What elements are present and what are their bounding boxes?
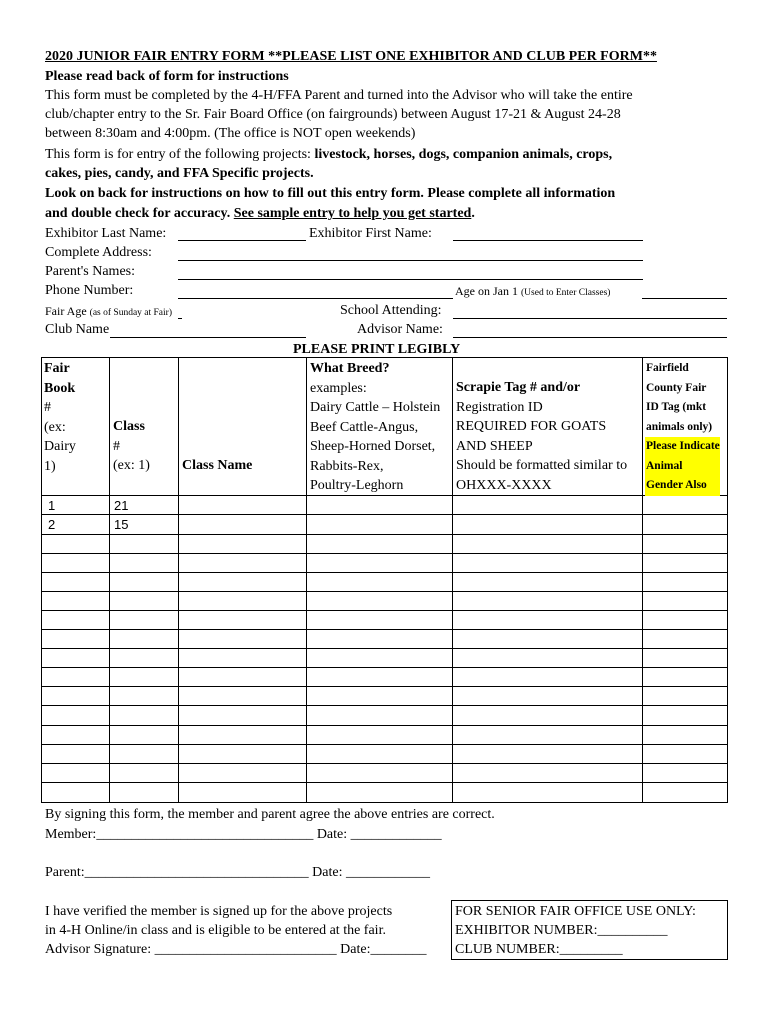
col-scrapie-line: OHXXX-XXXX: [456, 477, 552, 493]
col-breed-header: [310, 359, 440, 496]
gender-highlight: [645, 437, 720, 496]
projects-line-1: [45, 145, 612, 164]
row-divider: [42, 553, 728, 554]
col-scrapie-header: [456, 378, 627, 495]
verify-line-1: I have verified the member is signed up for the above projects: [45, 904, 393, 919]
projects-list-1: livestock, horses, dogs, companion animals, crops,: [314, 147, 613, 162]
col-id-tag-line: Fairfield: [646, 362, 689, 374]
exhibitor-number-field[interactable]: EXHIBITOR NUMBER:__________: [455, 923, 668, 938]
form-title: 2020 JUNIOR FAIR ENTRY FORM **PLEASE LIST ONE EXHIBITOR AND CLUB PER FORM**: [45, 49, 657, 64]
intro-line-3: between 8:30am and 4:00pm. (The office is NOT open weekends): [45, 126, 416, 141]
school-field[interactable]: [453, 318, 727, 319]
col-class-line: #: [113, 438, 120, 454]
fair-age-label: [45, 304, 172, 319]
column-divider: [306, 358, 307, 803]
col-breed-line: Poultry-Leghorn: [310, 478, 404, 493]
row-divider: [42, 591, 728, 592]
col-breed-line: Rabbits-Rex,: [310, 458, 384, 474]
col-breed-line: Sheep-Horned Dorset,: [310, 439, 436, 454]
row-divider: [42, 686, 728, 687]
intro-line-2: club/chapter entry to the Sr. Fair Board Office (on fairgrounds) between August 17-21 & August 24-28: [45, 107, 621, 122]
col-class-line: Class: [113, 419, 145, 434]
col-id-tag-line: animals only): [646, 420, 713, 433]
parents-label: Parent's Names:: [45, 264, 136, 279]
col-fair-book-line: Book: [44, 380, 76, 396]
period: .: [471, 206, 475, 221]
col-scrapie-title: Scrapie Tag # and/or: [456, 380, 581, 395]
member-signature-line[interactable]: Member:_______________________________ Date: _____________: [45, 827, 442, 842]
row1-class-number[interactable]: 21: [114, 498, 129, 513]
col-class-line: (ex: 1): [113, 458, 150, 473]
col-breed-line: Beef Cattle-Angus,: [310, 419, 419, 435]
row-divider: [42, 514, 728, 515]
office-use-title: FOR SENIOR FAIR OFFICE USE ONLY:: [455, 904, 696, 919]
column-divider: [109, 358, 110, 803]
row-divider: [42, 572, 728, 573]
school-label: School Attending:: [340, 303, 442, 318]
age-jan-text: Age on Jan 1: [455, 284, 518, 298]
last-name-field[interactable]: [178, 240, 306, 241]
age-jan-note: (Used to Enter Classes): [521, 288, 611, 298]
advisor-signature-line[interactable]: Advisor Signature: __________________________ Date:________: [45, 942, 427, 957]
col-id-tag-line: County Fair: [646, 381, 707, 394]
advisor-field[interactable]: [453, 337, 727, 338]
col-gender-line: Gender Also: [646, 479, 707, 491]
col-fair-book-line: Dairy: [44, 439, 76, 454]
col-gender-line: Animal: [646, 459, 683, 472]
col-class-header: [113, 417, 150, 476]
look-back-1: Look on back for instructions on how to fill out this entry form. Please complete all information: [45, 186, 616, 201]
last-name-label: Exhibitor Last Name:: [45, 226, 167, 241]
entry-table: [41, 357, 728, 803]
row-divider: [42, 725, 728, 726]
office-use-box: [451, 900, 728, 960]
age-jan-field[interactable]: [642, 298, 727, 299]
address-field[interactable]: [178, 260, 643, 261]
col-breed-line: Dairy Cattle – Holstein: [310, 400, 441, 415]
read-back-note: Please read back of form for instructions: [45, 69, 289, 84]
col-id-tag-line: ID Tag (mkt: [646, 401, 707, 413]
address-label: Complete Address:: [45, 245, 152, 260]
row-divider: [42, 667, 728, 668]
parent-signature-line[interactable]: Parent:________________________________ Date: ____________: [45, 865, 430, 880]
row-divider: [42, 629, 728, 630]
club-field[interactable]: [110, 337, 306, 338]
col-breed-line: examples:: [310, 380, 367, 396]
age-jan-label: [455, 284, 610, 299]
col-fair-book-line: #: [44, 400, 51, 415]
row-divider: [42, 534, 728, 535]
row-divider: [42, 763, 728, 764]
row2-class-number[interactable]: 15: [114, 517, 129, 532]
col-scrapie-line: Registration ID: [456, 399, 543, 415]
club-label: Club Name: [45, 322, 110, 337]
row-divider: [42, 705, 728, 706]
phone-field[interactable]: [178, 298, 453, 299]
first-name-field[interactable]: [453, 240, 643, 241]
phone-label: Phone Number:: [45, 283, 134, 298]
row-divider: [42, 648, 728, 649]
look-back-2: [45, 204, 475, 223]
col-id-tag-header: [646, 359, 728, 496]
table-bottom: [42, 802, 728, 803]
intro-line-1: This form must be completed by the 4-H/FFA Parent and turned into the Advisor who will take the entire: [45, 88, 633, 103]
col-breed-title: What Breed?: [310, 361, 390, 376]
look-back-2-text: and double check for accuracy.: [45, 206, 234, 221]
column-divider: [642, 358, 643, 803]
first-name-label: Exhibitor First Name:: [309, 226, 432, 241]
club-number-field[interactable]: CLUB NUMBER:_________: [455, 942, 623, 957]
row2-fair-book[interactable]: 2: [48, 517, 56, 532]
column-divider: [452, 358, 453, 803]
col-scrapie-line: Should be formatted similar to: [456, 458, 628, 473]
col-scrapie-line: REQUIRED FOR GOATS: [456, 419, 607, 434]
col-gender-line: Please Indicate: [646, 440, 720, 452]
col-fair-book-line: Fair: [44, 361, 70, 376]
sample-entry-link[interactable]: See sample entry to help you get started: [233, 206, 472, 221]
row-divider: [42, 610, 728, 611]
verify-line-2: in 4-H Online/in class and is eligible to be entered at the fair.: [45, 923, 386, 938]
projects-prefix: This form is for entry of the following projects:: [45, 147, 315, 162]
print-legibly: PLEASE PRINT LEGIBLY: [293, 342, 461, 357]
fair-age-field[interactable]: [178, 318, 182, 319]
col-fair-book-header: [44, 359, 76, 476]
col-scrapie-line: AND SHEEP: [456, 438, 533, 454]
advisor-label: Advisor Name:: [357, 322, 443, 337]
col-fair-book-line: 1): [44, 458, 56, 474]
col-class-name-header: Class Name: [182, 458, 253, 473]
fair-age-note: (as of Sunday at Fair): [89, 308, 172, 318]
row-divider: [42, 744, 728, 745]
parents-field[interactable]: [178, 279, 643, 280]
row-divider: [42, 782, 728, 783]
fair-age-text: Fair Age: [45, 304, 87, 318]
column-divider: [178, 358, 179, 803]
col-fair-book-line: (ex:: [44, 419, 66, 435]
row1-fair-book[interactable]: 1: [48, 498, 56, 513]
agree-statement: By signing this form, the member and parent agree the above entries are correct.: [45, 807, 495, 822]
projects-list-2: cakes, pies, candy, and FFA Specific projects.: [45, 166, 314, 181]
